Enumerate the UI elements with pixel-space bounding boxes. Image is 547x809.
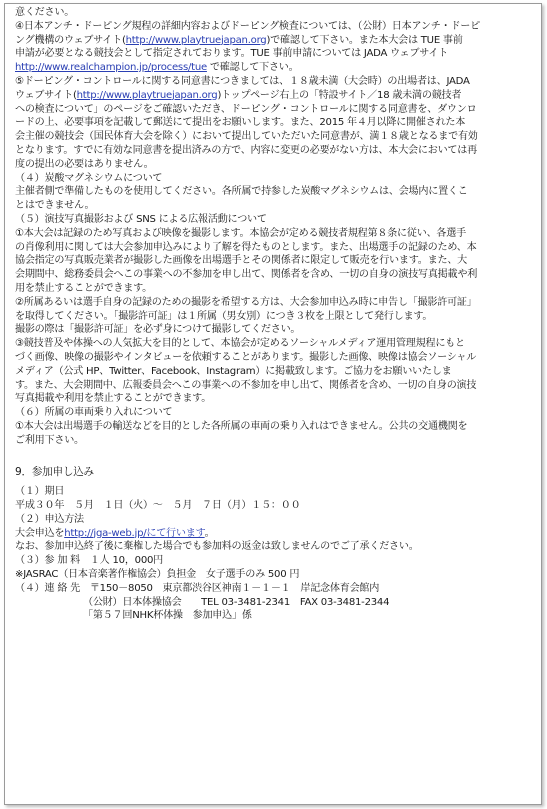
text-line: 写真掲載や利用を禁止することができます。 xyxy=(15,393,212,405)
jasrac-line: ※JASRAC（日本音楽著作権協会）負担金 女子選手のみ 500 円 xyxy=(15,569,300,581)
text-line: 撮影の際は「撮影許可証」を必ず身につけて撮影してください。 xyxy=(15,324,301,336)
body-text xyxy=(15,6,525,448)
document-page xyxy=(15,6,525,623)
section-heading: （５）演技写真撮影および SNS による広報活動について xyxy=(15,213,267,225)
contact-line-3: 「第５７回NHK杯体操 参加申込」係 xyxy=(83,610,252,622)
text-line: メディア（公式 HP、Twitter、Facebook、Instagram）に掲載致します。ご協力をお願いいたしま xyxy=(15,365,452,377)
text-line: づく画像、映像の撮影やインタビューを依頼することがあります。撮影した画像、映像は協会ソーシャル xyxy=(15,351,477,363)
text-line: とはできません。 xyxy=(15,200,95,212)
jada-link-2[interactable]: http://www.playtruejapan.org xyxy=(76,89,218,101)
text-line: 会期間中、総務委員会へこの事業への不参加を申し出て、関係者を含め、一切の自身の演技写真掲載や利 xyxy=(15,269,478,281)
text-line: ング機構のウェブサイト(http://www.playtruejapan.org)で確認して下さい。また本大会は TUE 事前 xyxy=(15,34,463,46)
text-line: ご利用下さい。 xyxy=(15,434,84,446)
refund-notice: なお、参加申込終了後に棄権した場合でも参加料の返金は致しませんのでご了承ください。 xyxy=(15,541,419,553)
text-line: す。また、大会期間中、広報委員会へこの事業への不参加を申し出て、関係者を含め、一切の自身の演技 xyxy=(15,379,477,391)
text-line: となります。すでに有効な同意書を提出済みの方で、内容に変更の必要がない方は、本大会においては再 xyxy=(15,144,477,156)
method-line: 大会申込をhttp://jga-web.jp/にて行います。 xyxy=(15,527,215,539)
text-line: ③競技普及や体操への人気拡大を目的として、本協会が定めるソーシャルメディア運用管理規程にもと xyxy=(15,338,465,350)
contact-line-1: （４）連 絡 先 〒150－8050 東京都渋谷区神南１－１－１ 岸記念体育会館内 xyxy=(15,582,380,594)
text-line: ④日本アンチ・ドーピング規程の詳細内容およびドーピング検査については、（公財）日本アンチ・ドーピ xyxy=(15,20,480,32)
contact-line-2: （公財）日本体操協会 TEL 03-3481-2341 FAX 03-3481-2344 xyxy=(83,596,390,608)
period-value: 平成３０年 ５月 １日（火）～ ５月 ７日（月）１５：００ xyxy=(15,500,301,512)
text-line: 主催者側で準備したものを使用してください。各所属で持参した炭酸マグネシウムは、会場内に置くこ xyxy=(15,186,468,198)
text-line: 意ください。 xyxy=(15,7,75,18)
text-line: の肖像利用に関しては大会参加申込みにより了解を得たものとします。また、出場選手の記録のため、本 xyxy=(15,241,477,253)
section-9-heading: 9．参加申し込み xyxy=(15,465,94,478)
text-line: ①本大会は出場選手の輸送などを目的とした各所属の車両の乗り入れはできません。公共の交通機関を xyxy=(15,420,468,432)
period-label: （１）期日 xyxy=(15,486,65,498)
section-9 xyxy=(15,466,525,624)
text-line: 度の提出の必要はありません。 xyxy=(15,158,154,170)
jada-link[interactable]: http://www.playtruejapan.org xyxy=(125,34,267,46)
entry-link[interactable]: http://jga-web.jp/にて行います xyxy=(64,527,205,539)
fee-line: （３）参 加 料 １人 10，000円 xyxy=(15,555,164,567)
section-heading: （４）炭酸マグネシウムについて xyxy=(15,172,163,184)
text-line: 会主催の競技会（国民体育大会を除く）において提出していただいた同意書が、満１８歳となるまで有効 xyxy=(15,131,478,143)
text-line: 申請が必要となる競技会として指定されております。TUE 事前申請については JADA ウェブサイト xyxy=(15,48,449,60)
text-line: ードの上、必要事項を記載して郵送にて提出をお願いします。また、2015 年４月以降に開催された本 xyxy=(15,117,466,129)
text-line: ①本大会は記録のため写真および映像を撮影します。本協会が定める競技者規程第８条に従い、各選手 xyxy=(15,227,466,239)
text-line: ウェブサイト(http://www.playtruejapan.org)トップページ右上の「特設サイト／18 歳未満の競技者 xyxy=(15,89,462,101)
text-line: ⑤ドーピング・コントロールに関する同意書につきましては、１８歳未満（大会時）の出場者は、JADA xyxy=(15,75,470,87)
text-line: 協会指定の写真販売業者が撮影した画像を出場選手とその関係者に限定して販売を行います。また、大 xyxy=(15,255,468,267)
method-label: （２）申込方法 xyxy=(15,513,84,525)
text-line: ②所属あるいは選手自身の記録のための撮影を希望する方は、大会参加申込み時に申告し「撮影許可証」 xyxy=(15,296,477,308)
section-heading: （６）所属の車両乗り入れについて xyxy=(15,407,173,419)
text-line: を取得してください。「撮影許可証」は１所属（男女別）につき３枚を上限として発行します。 xyxy=(15,310,433,322)
text-line: 用を禁止することができます。 xyxy=(15,282,153,294)
text-line: への検査について」のページをご確認いただき、ドーピング・コントロールに関する同意書を、ダウンロ xyxy=(15,103,477,115)
tue-link[interactable]: http://www.realchampion.jp/process/tue xyxy=(15,62,207,74)
text-line: http://www.realchampion.jp/process/tue で確認して下さい。 xyxy=(15,62,299,74)
